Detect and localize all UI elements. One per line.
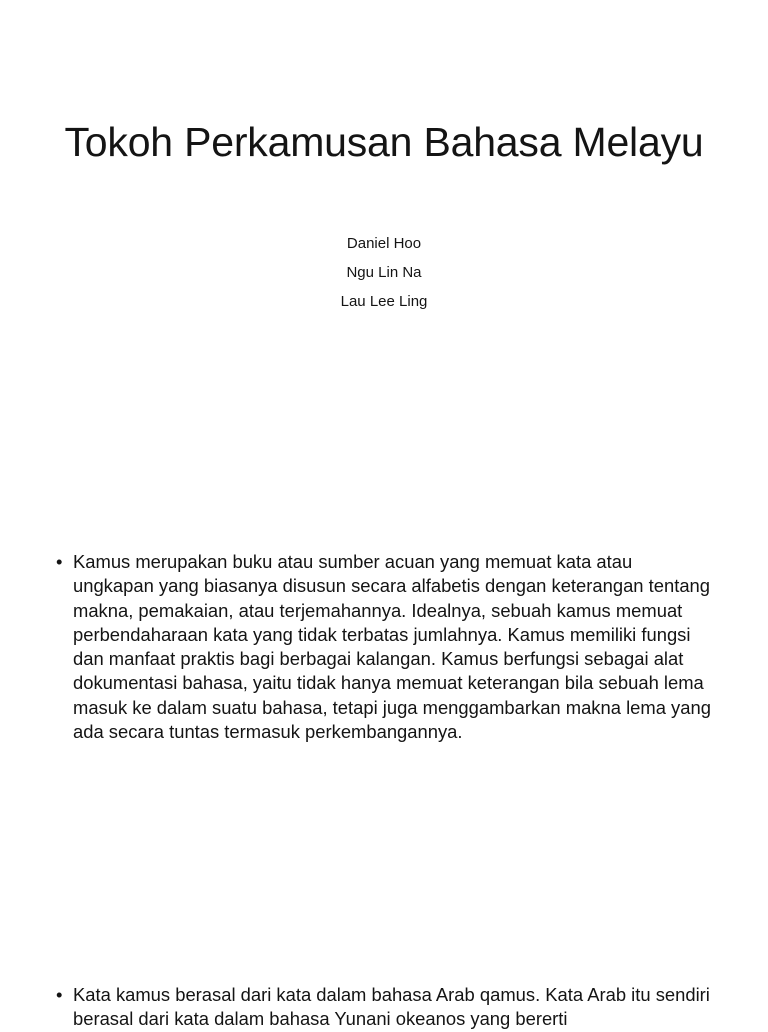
author-list bbox=[184, 229, 584, 316]
bullet-marker: • bbox=[56, 551, 63, 572]
bullet-paragraph bbox=[56, 550, 716, 744]
author-name: Ngu Lin Na bbox=[346, 264, 422, 281]
author-name: Daniel Hoo bbox=[346, 235, 422, 252]
bullet-paragraph bbox=[56, 983, 716, 1032]
author-name: Lau Lee Ling bbox=[340, 293, 428, 310]
bullet-text: Kamus merupakan buku atau sumber acuan yang memuat kata atau ungkapan yang biasanya disusun secara alfabetis dengan keterangan tentang makna, pemakaian, atau terjemahannya. Idealnya, sebuah kamus memuat perbendaharaan kata yang tidak terbatas jumlahnya. Kamus memiliki fungsi dan manfaat praktis bagi berbagai kalangan. Kamus berfungsi sebagai alat dokumentasi bahasa, yaitu tidak hanya memuat keterangan bila sebuah lema masuk ke dalam suatu bahasa, tetapi juga menggambarkan makna lema yang ada secara tuntas termasuk perkembangannya. bbox=[73, 551, 711, 743]
bullet-text: Kata kamus berasal dari kata dalam bahasa Arab qamus. Kata Arab itu sendiri berasal dari kata dalam bahasa Yunani okeanos yang bererti bbox=[73, 984, 710, 1030]
bullet-marker: • bbox=[56, 984, 63, 1005]
page-title: Tokoh Perkamusan Bahasa Melayu bbox=[64, 119, 704, 165]
